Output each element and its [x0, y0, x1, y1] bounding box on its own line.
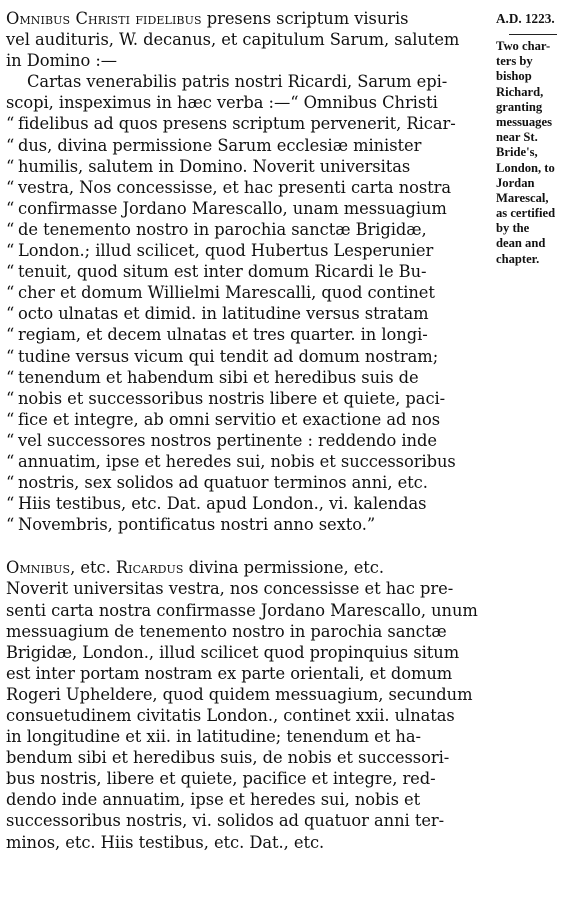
paragraph3-line: Brigidæ, London., illud scilicet quod propinquius situm [6, 642, 460, 662]
quoted-line-text: regiam, et decem ulnatas et tres quarter. in longi- [18, 325, 428, 345]
quote-mark: “ [6, 367, 15, 387]
quote-mark: “ [6, 114, 15, 134]
paragraph3-line-1 [6, 557, 490, 578]
quoted-line-text: annuatim, ipse et heredes sui, nobis et successoribus [18, 451, 456, 471]
quote-mark: “ [6, 325, 15, 345]
margin-note-line: granting [496, 99, 543, 114]
margin-note-line: messuages [496, 114, 552, 129]
paragraph3-line: minos, etc. Hiis testibus, etc. Dat., etc. [6, 832, 325, 852]
quoted-line-text: fice et integre, ab omni servitio et exactione ad nos [18, 409, 441, 429]
paragraph3-line: senti carta nostra confirmasse Jordano Marescallo, unum [6, 600, 478, 620]
quoted-line [6, 324, 490, 345]
quote-mark: “ [6, 430, 15, 450]
quoted-line [6, 282, 490, 303]
quoted-line [6, 493, 490, 514]
ricardus-smallcaps: Ricardus [115, 558, 184, 578]
quoted-line [6, 451, 490, 472]
quoted-line [6, 240, 490, 261]
margin-note-line: Bride's, [496, 145, 538, 160]
paragraph3-line: Rogeri Upheldere, quod quidem messuagium, secundum [6, 684, 473, 704]
quoted-line [6, 514, 490, 535]
margin-note-line: Two char- [496, 39, 551, 53]
quoted-line [6, 113, 490, 134]
margin-note-line: Marescal, [496, 190, 549, 205]
quote-mark: “ [6, 346, 15, 366]
quoted-line [6, 346, 490, 367]
paragraph3-line: in longitudine et xii. in latitudine; tenendum et ha- [6, 727, 421, 747]
quoted-charter [6, 113, 490, 535]
second-charter [6, 578, 490, 852]
quoted-line-text: fidelibus ad quos presens scriptum pervenerit, Ricar- [18, 114, 456, 134]
quote-mark: “ [6, 262, 15, 282]
quoted-line [6, 472, 490, 493]
quote-mark: “ [6, 156, 15, 176]
quote-mark: “ [6, 473, 15, 493]
paragraph3-line: bendum sibi et heredibus suis, de nobis et successori- [6, 748, 450, 768]
paragraph1-line-2: vel audituris, W. decanus, et capitulum Sarum, salutem [6, 30, 460, 50]
quote-mark: “ [6, 198, 15, 218]
paragraph2-line-2: scopi, inspeximus in hæc verba :—“ Omnibus Christi [6, 93, 438, 113]
quoted-line [6, 219, 490, 240]
paragraph1-line-1 [6, 8, 490, 29]
quoted-line-text: vel successores nostros pertinente : reddendo inde [18, 430, 437, 450]
margin-note [496, 39, 566, 267]
paragraph3-line: Noverit universitas vestra, nos concessisse et hac pre- [6, 579, 454, 599]
quote-mark: “ [6, 515, 15, 535]
paragraph3-first-mid: , etc. [70, 558, 116, 578]
quoted-line-text: confirmasse Jordano Marescallo, unam messuagium [18, 198, 447, 218]
quote-mark: “ [6, 283, 15, 303]
quoted-line-text: cher et domum Willielmi Marescalli, quod continet [18, 283, 435, 303]
quoted-line [6, 177, 490, 198]
margin-note-line: Richard, [496, 84, 544, 99]
opening-rest: presens scriptum visuris [201, 9, 409, 28]
quoted-line-text: London.; illud scilicet, quod Hubertus Lesperunier [18, 241, 434, 261]
quoted-line-text: nostris, sex solidos ad quatuor terminos anni, etc. [18, 473, 428, 493]
quoted-line [6, 430, 490, 451]
paragraph-spacer [6, 535, 490, 557]
opening-smallcaps: Omnibus Christi fidelibus [6, 9, 202, 28]
quoted-line [6, 156, 490, 177]
quoted-line [6, 135, 490, 156]
quoted-line-text: Hiis testibus, etc. Dat. apud London., vi. kalendas [18, 494, 427, 514]
main-text-column [6, 8, 490, 853]
quoted-line-text: dus, divina permissione Sarum ecclesiæ minister [18, 135, 422, 155]
margin-date: A.D. 1223. [496, 11, 555, 26]
margin-rule [509, 34, 557, 35]
quoted-line-text: tenendum et habendum sibi et heredibus suis de [18, 367, 419, 387]
margin-note-line: as certified [496, 206, 556, 221]
quoted-line [6, 303, 490, 324]
quoted-line-text: de tenemento nostro in parochia sanctæ Brigidæ, [18, 219, 427, 239]
quoted-line [6, 409, 490, 430]
quote-mark: “ [6, 409, 15, 429]
paragraph3-line: est inter portam nostram ex parte orientali, et domum [6, 663, 453, 683]
quoted-line [6, 261, 490, 282]
paragraph3-line: successoribus nostris, vi. solidos ad quatuor anni ter- [6, 811, 445, 831]
omnibus-smallcaps: Omnibus [6, 558, 71, 578]
quote-mark: “ [6, 388, 15, 408]
quote-mark: “ [6, 177, 15, 197]
quote-mark: “ [6, 451, 15, 471]
paragraph3-line: dendo inde annuatim, ipse et heredes sui, nobis et [6, 790, 421, 810]
quoted-line [6, 198, 490, 219]
quote-mark: “ [6, 219, 15, 239]
paragraph3-line: consuetudinem civitatis London., continet xxii. ulnatas [6, 706, 455, 725]
quoted-line [6, 367, 490, 388]
margin-note-line: by the [496, 221, 530, 236]
quoted-line-text: nobis et successoribus nostris libere et quiete, paci- [18, 388, 446, 408]
margin-note-line: London, to [496, 160, 555, 175]
margin-note-line: dean and [496, 236, 546, 251]
paragraph3-first-rest: divina permissione, etc. [183, 558, 384, 578]
paragraph3-line: bus nostris, libere et quiete, pacifice et integre, red- [6, 769, 436, 789]
quoted-line-text: tenuit, quod situm est inter domum Ricardi le Bu- [18, 262, 427, 282]
quoted-line-text: vestra, Nos concessisse, et hac presenti carta nostra [18, 177, 452, 197]
paragraph2-first-line: Cartas venerabilis patris nostri Ricardi, Sarum epi- [27, 72, 448, 92]
margin-note-line: chapter. [496, 251, 540, 266]
quoted-line-text: humilis, salutem in Domino. Noverit universitas [18, 156, 411, 176]
margin-note-line: ters by [496, 54, 533, 69]
quoted-line [6, 388, 490, 409]
margin-note-line: bishop [496, 69, 532, 84]
margin-note-line: Jordan [496, 175, 535, 190]
quoted-line-text: octo ulnatas et dimid. in latitudine versus stratam [18, 304, 429, 324]
paragraph1-line-3: in Domino :— [6, 51, 117, 71]
quoted-line-text: tudine versus vicum qui tendit ad domum nostram; [18, 346, 439, 366]
quote-mark: “ [6, 241, 15, 261]
paragraph3-line: messuagium de tenemento nostro in parochia sanctæ [6, 621, 447, 641]
quoted-line-text: Novembris, pontificatus nostri anno sexto.” [18, 515, 376, 535]
quote-mark: “ [6, 304, 15, 324]
quote-mark: “ [6, 494, 15, 514]
margin-note-line: near St. [496, 130, 538, 145]
quote-mark: “ [6, 135, 15, 155]
